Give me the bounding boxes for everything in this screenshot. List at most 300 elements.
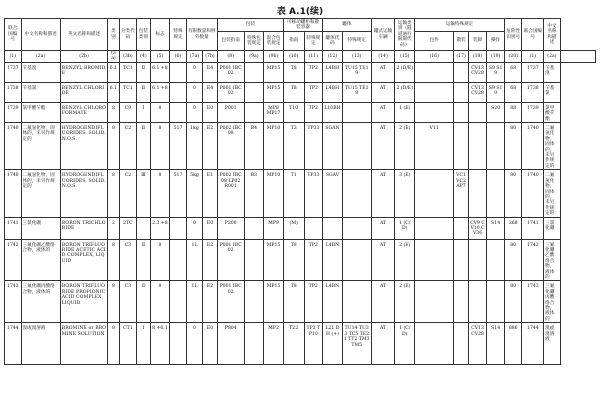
cell-vehicle: AT	[371, 123, 395, 170]
cell-lq-excepted: E4	[203, 62, 217, 82]
cell-tank-code: L4BH	[323, 82, 343, 102]
cell-tank-sp	[304, 217, 323, 239]
cell-lq-limited: 0	[186, 323, 203, 365]
cell-lq-limited: 0	[186, 82, 203, 102]
cell-hin: 886	[504, 323, 522, 365]
col-number: (3a)	[108, 51, 119, 63]
cell-mixed: MP8 MP17	[264, 102, 284, 122]
cell-code: C2	[119, 123, 137, 170]
cell-pg: Ⅱ	[137, 62, 150, 82]
col-number: (6)	[170, 51, 187, 63]
header-tank-group: 可移动罐柜和散装容器	[283, 19, 322, 32]
cell-tank-code: L21 DH (+)	[323, 323, 343, 365]
col-number: (8)	[217, 51, 244, 63]
cell-pkg-sp	[244, 62, 264, 82]
cell-cn-name: 苄基溴	[21, 62, 60, 82]
cell-sp-bulk	[454, 62, 468, 82]
cell-mixed: MP9	[264, 217, 284, 239]
cell-label: 8	[150, 239, 170, 281]
cell-sp-load	[468, 102, 487, 122]
cell-mixed: MP15	[264, 281, 284, 323]
cell-un2: 1744	[522, 323, 544, 365]
cell-cn-name: 溴或溴溶液	[21, 323, 60, 365]
cell-label: 8	[150, 170, 170, 217]
cell-class: 8	[108, 281, 119, 323]
cell-un2: 1742	[522, 239, 544, 281]
cell-pkg-sp	[244, 281, 264, 323]
cell-class: 6.1	[108, 82, 119, 102]
col-number: (10)	[283, 51, 304, 63]
cell-pkg-inst: P001	[217, 102, 244, 122]
col-number: (3b)	[119, 51, 137, 63]
cell-label: 6.1 +8	[150, 82, 170, 102]
cell-vehicle: AT	[371, 170, 395, 217]
cell-sp	[170, 217, 187, 239]
cell-cn-name2: 溴或溴溶液	[544, 323, 561, 365]
cell-tank-sp: TP2	[304, 281, 323, 323]
header-un: 联合国编号	[5, 19, 22, 51]
col-number: (11)	[304, 51, 323, 63]
table-row	[5, 102, 596, 122]
header-tanks: 罐体	[323, 19, 372, 32]
cell-sp-ops: S14	[487, 323, 505, 365]
cell-sp-load	[468, 281, 487, 323]
cell-sp-load	[468, 170, 487, 217]
cell-tank-code: SGAN	[323, 123, 343, 170]
cell-sp-bulk	[454, 281, 468, 323]
cell-un: 1737	[5, 62, 22, 82]
cell-un: 1741	[5, 217, 22, 239]
cell-pg	[137, 217, 150, 239]
cell-code: C9	[119, 102, 137, 122]
cell-sp-pieces	[415, 170, 454, 217]
cell-lq-excepted: E0	[203, 217, 217, 239]
cell-pg: Ⅱ	[137, 281, 150, 323]
cell-tank-sp: TP33	[304, 123, 323, 170]
header-bulk: 散装	[454, 32, 468, 51]
cell-label: 8	[150, 123, 170, 170]
cell-tank-sp2	[342, 102, 371, 122]
cell-sp-load: CV13 CV28	[468, 62, 487, 82]
header-mixed: 混合包装规定	[264, 32, 284, 51]
header-load: 装卸	[468, 32, 487, 51]
cell-code: 2TC	[119, 217, 137, 239]
col-number: (16)	[415, 51, 454, 63]
cell-sp-pieces	[415, 239, 454, 281]
cell-sp-pieces	[415, 62, 454, 82]
cell-cn-name2: 苄基氯	[544, 82, 561, 102]
cell-en-name: BENZYL BROMIDE	[60, 62, 108, 82]
cell-hin: 80	[504, 281, 522, 323]
header-en-name: 英文名称和描述	[60, 19, 108, 51]
header-cn-name2: 中文名称和描述	[544, 19, 561, 51]
cell-cn-name: 二氟氢化物，固体的，未另作规定的	[21, 123, 60, 170]
cell-pg: Ⅱ	[137, 123, 150, 170]
table-title: 表 A.1(续)	[276, 7, 324, 17]
cell-sp-pieces	[415, 217, 454, 239]
col-number: (9b)	[264, 51, 284, 63]
cell-tank-inst: T8	[283, 281, 304, 323]
cell-sp-bulk	[454, 102, 468, 122]
cell-tank-code: L4BN	[323, 239, 343, 281]
cell-un2: 1739	[522, 102, 544, 122]
cell-pkg-inst: P001 IBC02	[217, 281, 244, 323]
cell-mixed: MP2	[264, 323, 284, 365]
cell-tcat: 1 (C/D)	[395, 323, 415, 365]
cell-pkg-inst: P804	[217, 323, 244, 365]
cell-sp-load: CV13 CV28	[468, 82, 487, 102]
cell-vehicle: AT	[371, 323, 395, 365]
cell-sp-load: CV9 CV10 CV36	[468, 217, 487, 239]
cell-mixed: MP10	[264, 170, 284, 217]
header-tank-sp: 特殊规定	[304, 32, 323, 51]
cell-sp-bulk	[454, 217, 468, 239]
cell-tank-code: L4BN	[323, 281, 343, 323]
cell-tank-code: SGAV	[323, 170, 343, 217]
cell-tank-sp: TP2	[304, 82, 323, 102]
cell-sp-pieces	[415, 82, 454, 102]
cell-code: CT1	[119, 323, 137, 365]
cell-lq-excepted: E4	[203, 82, 217, 102]
cell-hin: 80	[504, 123, 522, 170]
cell-tank-inst: T10	[283, 102, 304, 122]
table-row	[5, 62, 596, 82]
cell-mixed: MP15	[264, 82, 284, 102]
cell-vehicle: AT	[371, 102, 395, 122]
cell-pkg-sp: B4	[244, 123, 264, 170]
cell-tank-sp: TP2	[304, 239, 323, 281]
cell-sp-ops: S9 S19	[487, 82, 505, 102]
cell-sp-load	[468, 239, 487, 281]
cell-un: 1738	[5, 82, 22, 102]
cell-tank-inst: T1	[283, 170, 304, 217]
cell-sp-ops	[487, 239, 505, 281]
cell-sp-load: CV13 CV28	[468, 323, 487, 365]
cell-lq-excepted: E2	[203, 239, 217, 281]
header-pg: 包装类别	[137, 19, 150, 51]
cell-sp	[170, 102, 187, 122]
cell-class: 6.1	[108, 62, 119, 82]
cell-en-name: HYDROGENDIFLUORIDES, SOLID, N.O.S.	[60, 170, 108, 217]
cell-pg: Ⅲ	[137, 170, 150, 217]
cell-tank-sp2	[342, 170, 371, 217]
table-row	[5, 239, 596, 281]
header-pieces: 包件	[415, 32, 454, 51]
cell-pkg-inst: P002 IBC08 LP02 R001	[217, 170, 244, 217]
cell-en-name: BENZYL CHLOROFORMATE	[60, 102, 108, 122]
cell-en-name: BORON TRICHLORIDE	[60, 217, 108, 239]
cell-tank-sp: TP2	[304, 102, 323, 122]
cell-mixed: MP10	[264, 123, 284, 170]
header-hin: 危险性识别号	[504, 19, 522, 51]
dangerous-goods-table	[4, 18, 596, 365]
header-vehicle: 罐式运输车辆	[371, 19, 395, 51]
cell-hin: 88	[504, 102, 522, 122]
cell-class: 8	[108, 123, 119, 170]
col-number: (1)	[522, 51, 544, 63]
cell-tcat: 2 (E)	[395, 123, 415, 170]
header-tank-inst: 指南	[283, 32, 304, 51]
cell-pkg-sp	[244, 82, 264, 102]
cell-lq-limited: 1L	[186, 281, 203, 323]
col-number: (14)	[371, 51, 395, 63]
cell-mixed: MP15	[264, 239, 284, 281]
cell-cn-name: 苄基氯	[21, 82, 60, 102]
column-number-row	[5, 51, 596, 63]
cell-sp-pieces	[415, 323, 454, 365]
col-number	[560, 51, 595, 63]
header-class: 类别	[108, 19, 119, 51]
cell-lq-limited: 0	[186, 102, 203, 122]
cell-sp-ops: S9 S19	[487, 62, 505, 82]
cell-pg: Ⅰ	[137, 323, 150, 365]
cell-cn-name2: 二氟氢化物，固体的，未另作规定的	[544, 170, 561, 217]
cell-pkg-sp	[244, 323, 264, 365]
header-tank-sp2: 特殊规定	[342, 32, 371, 51]
cell-pg: Ⅰ	[137, 102, 150, 122]
cell-sp-ops: S14	[487, 217, 505, 239]
header-tcat: 运输类别（隧道通行限制代码）	[395, 19, 415, 51]
cell-tank-inst: T22	[283, 323, 304, 365]
cell-tank-code: L10BH	[323, 102, 343, 122]
cell-code: TC1	[119, 82, 137, 102]
col-number: (18)	[468, 51, 487, 63]
cell-code: C3	[119, 239, 137, 281]
cell-sp-pieces	[415, 102, 454, 122]
cell-tank-sp: TP33	[304, 170, 323, 217]
cell-class: 2	[108, 217, 119, 239]
cell-en-name: BORON TRIFLUORIDE ACETIC ACID COMPLEX, LIQUID	[60, 239, 108, 281]
cell-code: TC1	[119, 62, 137, 82]
col-number: (1)	[5, 51, 22, 63]
cell-cn-name2: 氯甲酸苄酯	[544, 102, 561, 122]
cell-sp-pieces	[415, 281, 454, 323]
col-number: (4)	[137, 51, 150, 63]
cell-tcat: 2 (E)	[395, 239, 415, 281]
cell-label: 8	[150, 281, 170, 323]
cell-sp	[170, 62, 187, 82]
header-packing: 包装	[217, 19, 283, 32]
header-lq: 有限数量和例外数量	[186, 19, 217, 51]
col-number: (2a)	[21, 51, 60, 63]
cell-cn-name: 三氟化硼丙酸络合物，液体的	[21, 281, 60, 323]
cell-sp-ops	[487, 170, 505, 217]
col-number: (7a)	[186, 51, 203, 63]
col-number: (19)	[487, 51, 505, 63]
col-number: (2b)	[60, 51, 108, 63]
cell-hin: 80	[504, 170, 522, 217]
cell-tcat: 1 (C/D)	[395, 217, 415, 239]
cell-class: 8	[108, 239, 119, 281]
cell-hin: 268	[504, 217, 522, 239]
cell-sp	[170, 239, 187, 281]
cell-sp-ops	[487, 281, 505, 323]
cell-class: 8	[108, 170, 119, 217]
cell-label: 8	[150, 102, 170, 122]
cell-pkg-sp: B3	[244, 170, 264, 217]
cell-pkg-sp	[244, 102, 264, 122]
cell-un: 1743	[5, 281, 22, 323]
header-code: 分类代码	[119, 19, 137, 51]
cell-sp-bulk	[454, 323, 468, 365]
cell-tank-sp2: TU15 TE19	[342, 82, 371, 102]
cell-tank-code	[323, 217, 343, 239]
header-ops: 操作	[487, 32, 505, 51]
cell-un: 1740	[5, 123, 22, 170]
cell-tank-inst: T8	[283, 239, 304, 281]
col-number: (12)	[323, 51, 343, 63]
cell-lq-excepted: E2	[203, 281, 217, 323]
col-number: (9a)	[244, 51, 264, 63]
header-un2: 联合国编号	[522, 19, 544, 51]
cell-sp-pieces: V11	[415, 123, 454, 170]
cell-un: 1742	[5, 239, 22, 281]
cell-vehicle: AT	[371, 82, 395, 102]
cell-code: C3	[119, 281, 137, 323]
cell-sp	[170, 323, 187, 365]
cell-tank-sp2: TU14 TU33 TC5 TE21 TT2 TM3 TM5	[342, 323, 371, 365]
cell-lq-limited: 5kg	[186, 170, 203, 217]
cell-un2: 1743	[522, 281, 544, 323]
cell-cn-name2: 三氯化硼	[544, 217, 561, 239]
header-pkg-inst: 包装指南	[217, 32, 244, 51]
cell-en-name: BROMINE or BROMINE SOLUTION	[60, 323, 108, 365]
cell-hin: 80	[504, 239, 522, 281]
header-label: 标志	[150, 19, 170, 51]
cell-un2: 1741	[522, 217, 544, 239]
cell-sp	[170, 82, 187, 102]
cell-label: 8 +6.1	[150, 323, 170, 365]
cell-tcat: 3 (E)	[395, 170, 415, 217]
cell-sp-ops	[487, 123, 505, 170]
cell-tcat: 2 (D/E)	[395, 82, 415, 102]
col-number: (20)	[504, 51, 522, 63]
cell-sp-bulk: VC1 VC2 AP7	[454, 170, 468, 217]
cell-pkg-inst: P200	[217, 217, 244, 239]
cell-sp-bulk	[454, 239, 468, 281]
cell-cn-name2: 二氟氢化物，固体的，未另作规定的	[544, 123, 561, 170]
cell-class: 8	[108, 323, 119, 365]
cell-un: 1740	[5, 170, 22, 217]
cell-tank-inst: T8	[283, 82, 304, 102]
col-number: (5)	[150, 51, 170, 63]
cell-lq-excepted: E2	[203, 123, 217, 170]
cell-label: 2.3 +8	[150, 217, 170, 239]
cell-hin: 68	[504, 82, 522, 102]
cell-pkg-sp	[244, 239, 264, 281]
cell-sp-ops: S20	[487, 102, 505, 122]
cell-un2: 1738	[522, 82, 544, 102]
table-row	[5, 123, 596, 170]
cell-sp	[170, 281, 187, 323]
table-row	[5, 82, 596, 102]
cell-cn-name2: 三氟化硼乙酸络合物，液体的	[544, 239, 561, 281]
cell-lq-limited: 0	[186, 217, 203, 239]
cell-pkg-inst: P001 IBC02	[217, 82, 244, 102]
cell-sp-load	[468, 123, 487, 170]
cell-en-name: HYDROGENDIFLUORIDES, SOLID, N.O.S.	[60, 123, 108, 170]
table-body	[5, 62, 596, 365]
cell-tank-sp2	[342, 123, 371, 170]
cell-tank-sp2	[342, 217, 371, 239]
cell-sp: 517	[170, 123, 187, 170]
cell-pg: Ⅱ	[137, 239, 150, 281]
cell-class: 8	[108, 102, 119, 122]
cell-cn-name: 三氯化硼	[21, 217, 60, 239]
cell-tank-sp: TP2 TP10	[304, 323, 323, 365]
cell-tcat: 2 (D/E)	[395, 62, 415, 82]
cell-en-name: BENZYL CHLORIDE	[60, 82, 108, 102]
cell-pkg-inst: P001 IBC02	[217, 62, 244, 82]
cell-tank-sp: TP2	[304, 62, 323, 82]
cell-cn-name2: 苄基溴	[544, 62, 561, 82]
cell-cn-name2: 三氟化硼丙酸络合物，液体的	[544, 281, 561, 323]
cell-code: C2	[119, 170, 137, 217]
cell-un2: 1740	[522, 123, 544, 170]
cell-tank-inst: (M)	[283, 217, 304, 239]
header-transport-sp: 运输特殊规定	[415, 19, 505, 32]
cell-vehicle: AT	[371, 62, 395, 82]
table-row	[5, 170, 596, 217]
cell-un2: 1740	[522, 170, 544, 217]
header-tank-code: 罐体代码	[323, 32, 343, 51]
cell-mixed: MP15	[264, 62, 284, 82]
cell-tcat: 2 (E)	[395, 281, 415, 323]
cell-sp-bulk	[454, 123, 468, 170]
cell-label: 6.1 +8	[150, 62, 170, 82]
cell-tank-inst: T8	[283, 62, 304, 82]
col-number: (2a)	[544, 51, 561, 63]
cell-vehicle: AT	[371, 239, 395, 281]
header-pkg-sp: 特殊包装规定	[244, 32, 264, 51]
col-number: (13)	[342, 51, 371, 63]
cell-lq-excepted: E0	[203, 102, 217, 122]
cell-tank-sp2	[342, 239, 371, 281]
cell-lq-excepted: E0	[203, 323, 217, 365]
cell-cn-name: 二氟氢化物，固体的，未另作规定的	[21, 170, 60, 217]
cell-tcat: 1 (E)	[395, 102, 415, 122]
col-number: (7b)	[203, 51, 217, 63]
cell-pkg-sp	[244, 217, 264, 239]
table-row	[5, 217, 596, 239]
cell-tank-sp2: TU15 TE19	[342, 62, 371, 82]
cell-sp-bulk	[454, 82, 468, 102]
cell-tank-sp2	[342, 281, 371, 323]
cell-lq-limited: 1L	[186, 239, 203, 281]
cell-tank-code: L4BH	[323, 62, 343, 82]
cell-tank-inst: T3	[283, 123, 304, 170]
cell-cn-name: 三氟化硼乙酸络合物，液体的	[21, 239, 60, 281]
header-cn-name: 中文名称和描述	[21, 19, 60, 51]
cell-un: 1744	[5, 323, 22, 365]
header-sp: 特殊规定	[170, 19, 187, 51]
col-number: (17)	[454, 51, 468, 63]
cell-hin: 68	[504, 62, 522, 82]
cell-pkg-inst: P002 IBC08	[217, 123, 244, 170]
cell-pg: Ⅱ	[137, 82, 150, 102]
cell-sp: 517	[170, 170, 187, 217]
table-row	[5, 281, 596, 323]
cell-vehicle: AT	[371, 217, 395, 239]
cell-pkg-inst: P001 IBC02	[217, 239, 244, 281]
cell-lq-limited: 0	[186, 62, 203, 82]
cell-lq-limited: 1kg	[186, 123, 203, 170]
cell-vehicle: AT	[371, 281, 395, 323]
table-row	[5, 323, 596, 365]
cell-en-name: BORON TRIFLUORIDE PROPIONIC ACID COMPLEX, LIQUID	[60, 281, 108, 323]
col-number: (15)	[395, 51, 415, 63]
cell-un: 1739	[5, 102, 22, 122]
